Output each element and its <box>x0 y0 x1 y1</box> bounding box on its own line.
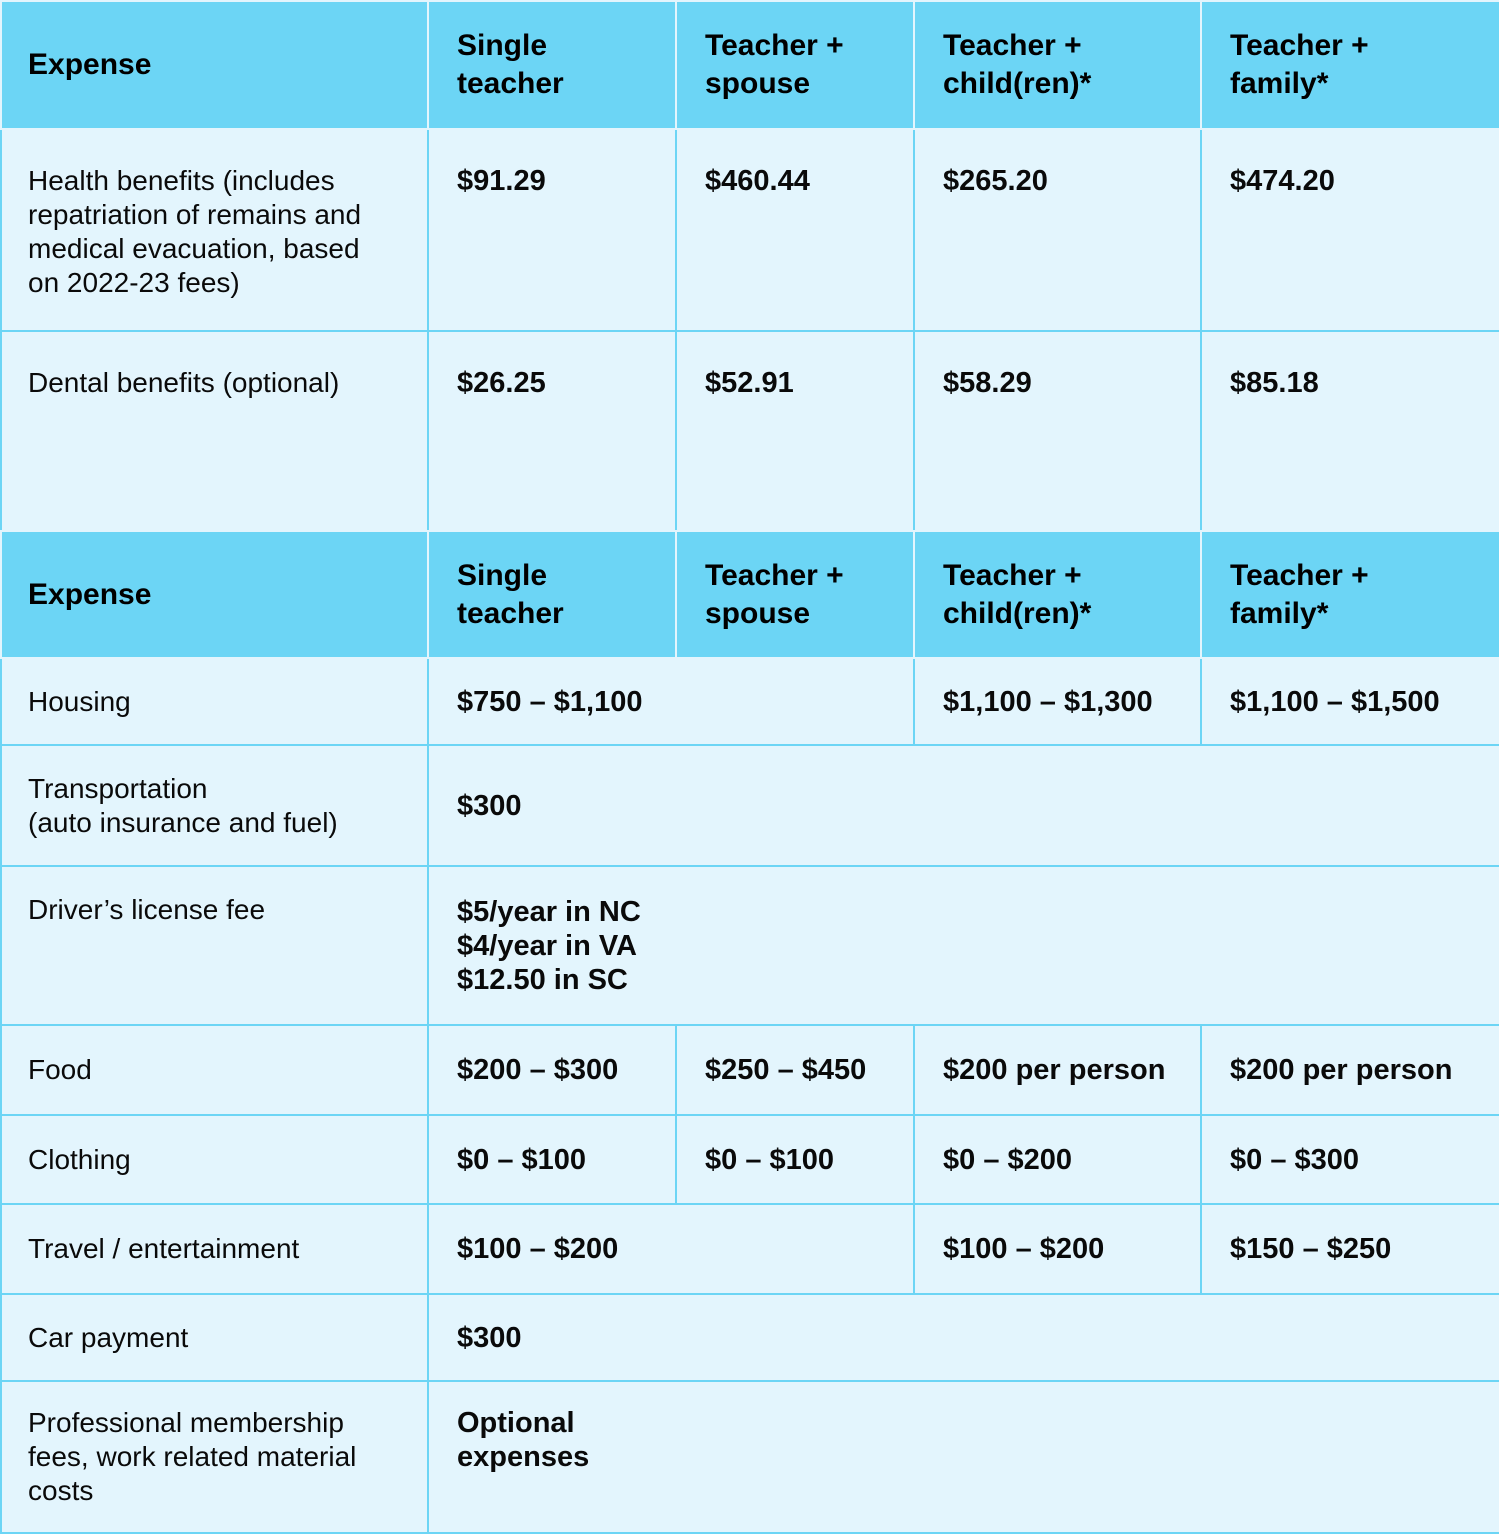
row-label-housing: Housing <box>1 658 428 745</box>
cell-value: $150 – $250 <box>1201 1204 1499 1294</box>
cell-value: $250 – $450 <box>676 1025 914 1115</box>
benefits-header-row <box>1 1 1499 129</box>
header-single-teacher: Single teacher <box>428 1 676 129</box>
cell-value: $200 per person <box>914 1025 1201 1115</box>
row-label-health: Health benefits (includes repatriation of remains and medical evacuation, based on 2022-23 fees) <box>1 129 428 331</box>
header-teacher-family: Teacher + family* <box>1201 1 1499 129</box>
row-label-car-payment: Car payment <box>1 1294 428 1381</box>
cell-value: $26.25 <box>428 331 676 531</box>
cell-value: $0 – $100 <box>428 1115 676 1204</box>
row-label-food: Food <box>1 1025 428 1115</box>
cell-value: $1,100 – $1,500 <box>1201 658 1499 745</box>
cell-value: $0 – $300 <box>1201 1115 1499 1204</box>
header-teacher-children: Teacher + child(ren)* <box>914 531 1201 658</box>
row-label-dental: Dental benefits (optional) <box>1 331 428 531</box>
row-label-clothing: Clothing <box>1 1115 428 1204</box>
table-row <box>1 1115 1499 1204</box>
table-row <box>1 1381 1499 1533</box>
cell-value: $750 – $1,100 <box>428 658 914 745</box>
row-label-transportation: Transportation (auto insurance and fuel) <box>1 745 428 866</box>
expenses-header-row <box>1 531 1499 658</box>
cell-value: $58.29 <box>914 331 1201 531</box>
living-expenses-table <box>0 530 1499 1534</box>
header-teacher-spouse: Teacher + spouse <box>676 1 914 129</box>
header-teacher-children: Teacher + child(ren)* <box>914 1 1201 129</box>
header-expense: Expense <box>1 531 428 658</box>
header-single-teacher: Single teacher <box>428 531 676 658</box>
row-label-professional: Professional membership fees, work related material costs <box>1 1381 428 1533</box>
cell-value: $0 – $100 <box>676 1115 914 1204</box>
table-row <box>1 658 1499 745</box>
header-teacher-spouse: Teacher + spouse <box>676 531 914 658</box>
benefits-table <box>0 0 1499 532</box>
table-row <box>1 1294 1499 1381</box>
row-label-license: Driver’s license fee <box>1 866 428 1025</box>
cell-value: $91.29 <box>428 129 676 331</box>
cell-value: $265.20 <box>914 129 1201 331</box>
row-label-travel: Travel / entertainment <box>1 1204 428 1294</box>
header-expense: Expense <box>1 1 428 129</box>
table-row <box>1 331 1499 531</box>
table-row <box>1 866 1499 1025</box>
table-row <box>1 129 1499 331</box>
cell-value: $85.18 <box>1201 331 1499 531</box>
table-row <box>1 1204 1499 1294</box>
cell-value: $200 per person <box>1201 1025 1499 1115</box>
cell-value: $5/year in NC $4/year in VA $12.50 in SC <box>428 866 1499 1025</box>
cell-value: $474.20 <box>1201 129 1499 331</box>
cell-value: $300 <box>428 1294 1499 1381</box>
cell-value: Optional expenses <box>428 1381 1499 1533</box>
cell-value: $100 – $200 <box>914 1204 1201 1294</box>
cell-value: $52.91 <box>676 331 914 531</box>
cell-value: $1,100 – $1,300 <box>914 658 1201 745</box>
cell-value: $460.44 <box>676 129 914 331</box>
cell-value: $300 <box>428 745 1499 866</box>
table-row <box>1 1025 1499 1115</box>
cell-value: $0 – $200 <box>914 1115 1201 1204</box>
header-teacher-family: Teacher + family* <box>1201 531 1499 658</box>
cell-value: $100 – $200 <box>428 1204 914 1294</box>
table-row <box>1 745 1499 866</box>
cell-value: $200 – $300 <box>428 1025 676 1115</box>
